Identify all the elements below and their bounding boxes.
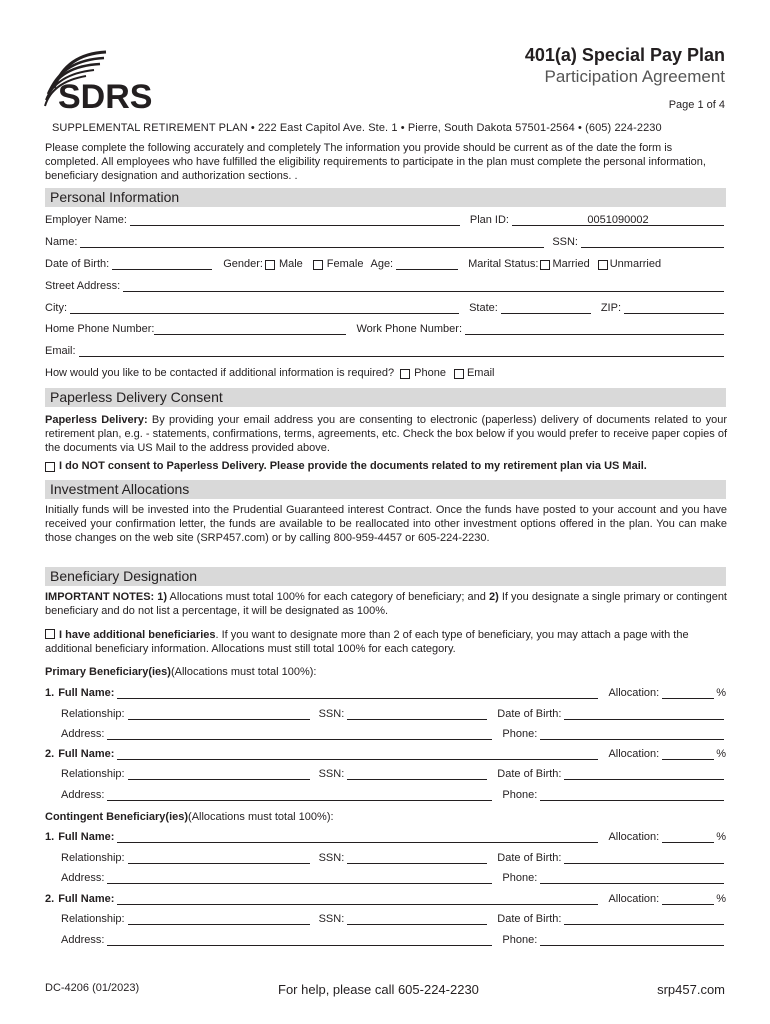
primary-2-name-row <box>45 746 726 762</box>
notes-part-a: Allocations must total 100% for each category of beneficiary; and <box>167 591 489 603</box>
contingent-1-full-name-field[interactable] <box>117 831 598 843</box>
primary-2-full-name-field[interactable] <box>117 748 598 760</box>
no-consent-label: I do NOT consent to Paperless Delivery. Please provide the documents related to my retirement plan via US Mail. <box>59 460 647 472</box>
page-number: Page 1 of 4 <box>668 99 725 111</box>
section-paperless-delivery: Paperless Delivery Consent <box>45 388 726 407</box>
primary-1-full-name-field[interactable] <box>117 687 598 699</box>
primary-2-allocation-label: Allocation: <box>608 748 660 760</box>
primary-1-address-field[interactable] <box>107 728 492 740</box>
contact-email-label: Email <box>466 367 495 379</box>
contingent-1-full-name-label: Full Name: <box>58 831 115 843</box>
street-address-label: Street Address: <box>45 280 121 292</box>
contingent-1-phone-label: Phone: <box>502 872 538 884</box>
primary-1-phone-label: Phone: <box>502 728 538 740</box>
contact-email-checkbox[interactable] <box>454 369 464 379</box>
age-label: Age: <box>370 258 394 270</box>
contingent-2-dob-field[interactable] <box>564 913 724 925</box>
form-code: DC-4206 (01/2023) <box>45 982 140 994</box>
paperless-body: By providing your email address you are consenting to electronic (paperless) delivery of documents related to your retirement plan, e.g. - statements, confirmations, terms, agreements, etc. Check the box below if you would prefer to receive paper copies of the documents via US Mail to the address provided above. <box>45 414 728 454</box>
row-city <box>45 300 726 316</box>
contingent-1-phone-field[interactable] <box>540 872 724 884</box>
contingent-2-allocation-field[interactable] <box>662 893 714 905</box>
contingent-2-ssn-field[interactable] <box>347 913 487 925</box>
logo-text: SDRS <box>58 78 153 112</box>
contingent-heading <box>45 809 726 825</box>
primary-1-name-row <box>45 685 726 701</box>
female-checkbox[interactable] <box>313 260 323 270</box>
row-street <box>45 278 726 294</box>
primary-2-ssn-label: SSN: <box>318 768 345 780</box>
male-label: Male <box>278 258 303 270</box>
dob-label: Date of Birth: <box>45 258 110 270</box>
street-address-field[interactable] <box>123 280 724 292</box>
primary-1-phone-field[interactable] <box>540 728 724 740</box>
contingent-2-name-row <box>45 891 726 907</box>
contingent-2-address-field[interactable] <box>107 934 492 946</box>
contact-phone-checkbox[interactable] <box>400 369 410 379</box>
name-field[interactable] <box>80 236 544 248</box>
contingent-title: Contingent Beneficiary(ies) <box>45 811 189 823</box>
primary-2-phone-field[interactable] <box>540 789 724 801</box>
contact-question: How would you like to be contacted if additional information is required? <box>45 367 395 379</box>
email-field[interactable] <box>79 345 724 357</box>
contingent-2-dob-label: Date of Birth: <box>497 913 562 925</box>
unmarried-label: Unmarried <box>609 258 662 270</box>
investment-text: Initially funds will be invested into the Prudential Guaranteed interest Contract. Once the funds have posted to your account and you have received your confirmation letter, the funds are available to be reallocated into other investment options offered in the plan. You can make those changes on the web site (SRP457.com) or by calling 800-959-4457 or 605-224-2230. <box>45 504 727 544</box>
contingent-2-address-label: Address: <box>61 934 105 946</box>
primary-2-allocation-field[interactable] <box>662 748 714 760</box>
contingent-2-relationship-field[interactable] <box>128 913 310 925</box>
employer-name-field[interactable] <box>130 214 460 226</box>
home-phone-label: Home Phone Number: <box>45 323 155 335</box>
gender-label: Gender: <box>223 258 263 270</box>
primary-2-full-name-label: Full Name: <box>58 748 115 760</box>
contingent-1-dob-field[interactable] <box>564 852 724 864</box>
primary-1-number: 1. <box>45 687 55 699</box>
form-title-block <box>525 45 725 87</box>
primary-1-full-name-label: Full Name: <box>58 687 115 699</box>
row-contact-preference <box>45 365 726 381</box>
dob-field[interactable] <box>112 258 212 270</box>
contingent-2-details-row <box>45 911 726 927</box>
notes-part-c: If you designate a single primary or contingent beneficiary and do not list a percentage, it will be designated as 100%. <box>45 591 727 617</box>
contingent-1-relationship-field[interactable] <box>128 852 310 864</box>
help-text: For help, please call 605-224-2230 <box>278 982 479 997</box>
married-checkbox[interactable] <box>540 260 550 270</box>
age-field[interactable] <box>396 258 458 270</box>
male-checkbox[interactable] <box>265 260 275 270</box>
primary-1-dob-label: Date of Birth: <box>497 708 562 720</box>
female-label: Female <box>326 258 364 270</box>
primary-2-address-row <box>45 787 726 803</box>
additional-beneficiaries-checkbox[interactable] <box>45 629 55 639</box>
additional-beneficiaries <box>45 628 727 656</box>
contingent-1-ssn-field[interactable] <box>347 852 487 864</box>
primary-2-number: 2. <box>45 748 55 760</box>
section-beneficiary-designation: Beneficiary Designation <box>45 567 726 586</box>
contingent-note: (Allocations must total 100%): <box>188 811 334 823</box>
contingent-1-percent: % <box>716 831 726 843</box>
unmarried-checkbox[interactable] <box>598 260 608 270</box>
contingent-2-allocation-label: Allocation: <box>608 893 660 905</box>
employer-label: Employer Name: <box>45 214 127 226</box>
important-notes <box>45 590 727 618</box>
paperless-lead: Paperless Delivery: <box>45 414 148 426</box>
name-label: Name: <box>45 236 78 248</box>
contingent-2-percent: % <box>716 893 726 905</box>
ssn-field[interactable] <box>581 236 724 248</box>
primary-1-ssn-field[interactable] <box>347 708 487 720</box>
contingent-2-phone-label: Phone: <box>502 934 538 946</box>
zip-label: ZIP: <box>600 302 621 314</box>
form-subtitle: Participation Agreement <box>544 67 725 86</box>
section-investment-allocations: Investment Allocations <box>45 480 726 499</box>
primary-2-relationship-label: Relationship: <box>61 768 125 780</box>
primary-2-address-field[interactable] <box>107 789 492 801</box>
marital-status-label: Marital Status: <box>468 258 539 270</box>
primary-2-dob-field[interactable] <box>564 768 724 780</box>
additional-lead: I have additional beneficiaries <box>59 629 216 641</box>
primary-1-address-row <box>45 726 726 742</box>
no-consent-checkbox[interactable] <box>45 462 55 472</box>
row-email <box>45 343 726 359</box>
primary-2-dob-label: Date of Birth: <box>497 768 562 780</box>
primary-note: (Allocations must total 100%): <box>170 666 317 678</box>
married-label: Married <box>552 258 590 270</box>
contingent-2-address-row <box>45 932 726 948</box>
primary-1-details-row <box>45 706 726 722</box>
city-label: City: <box>45 302 67 314</box>
row-employer <box>45 212 726 228</box>
intro-text: Please complete the following accurately and completely The information you provide should be current as of the date the form is completed. All employees who have fulfilled the eligibility requirements to participate in the plan must complete the personal information, beneficiary designation and authorization sections. . <box>45 142 706 182</box>
row-no-consent <box>45 458 726 474</box>
primary-1-percent: % <box>716 687 726 699</box>
primary-2-percent: % <box>716 748 726 760</box>
primary-1-relationship-label: Relationship: <box>61 708 125 720</box>
plan-id-field[interactable]: 0051090002 <box>512 214 724 226</box>
primary-2-relationship-field[interactable] <box>128 768 310 780</box>
form-title: 401(a) Special Pay Plan <box>524 45 725 65</box>
notes-num-2: 2) <box>488 591 499 603</box>
zip-field[interactable] <box>624 302 724 314</box>
primary-1-allocation-label: Allocation: <box>608 687 660 699</box>
primary-heading <box>45 664 726 680</box>
contingent-2-ssn-label: SSN: <box>318 913 345 925</box>
ssn-label: SSN: <box>552 236 578 248</box>
state-field[interactable] <box>501 302 591 314</box>
contingent-1-dob-label: Date of Birth: <box>497 852 562 864</box>
state-label: State: <box>469 302 498 314</box>
primary-title: Primary Beneficiary(ies) <box>45 666 171 678</box>
contingent-2-full-name-field[interactable] <box>117 893 598 905</box>
website: srp457.com <box>657 982 725 997</box>
primary-1-relationship-field[interactable] <box>128 708 310 720</box>
contingent-1-address-field[interactable] <box>107 872 492 884</box>
contingent-2-relationship-label: Relationship: <box>61 913 125 925</box>
primary-1-allocation-field[interactable] <box>662 687 714 699</box>
primary-1-address-label: Address: <box>61 728 105 740</box>
notes-lead: IMPORTANT NOTES: 1) <box>45 591 168 603</box>
contingent-2-number: 2. <box>45 893 55 905</box>
contingent-2-phone-field[interactable] <box>540 934 724 946</box>
primary-2-phone-label: Phone: <box>502 789 538 801</box>
contingent-1-relationship-label: Relationship: <box>61 852 125 864</box>
work-phone-field[interactable] <box>465 323 724 335</box>
contingent-1-address-label: Address: <box>61 872 105 884</box>
primary-1-dob-field[interactable] <box>564 708 724 720</box>
contact-phone-label: Phone <box>414 367 446 379</box>
email-label: Email: <box>45 345 76 357</box>
primary-2-details-row <box>45 766 726 782</box>
sdrs-logo <box>44 50 210 112</box>
primary-2-ssn-field[interactable] <box>347 768 487 780</box>
contingent-1-ssn-label: SSN: <box>318 852 345 864</box>
work-phone-label: Work Phone Number: <box>356 323 463 335</box>
additional-text: . If you want to designate more than 2 of each type of beneficiary, you may attach a page with the additional beneficiary information. Allocations must still total 100% for each category. <box>45 629 689 655</box>
primary-1-ssn-label: SSN: <box>318 708 345 720</box>
row-dob-gender <box>45 256 726 272</box>
paperless-text <box>45 413 727 455</box>
primary-2-address-label: Address: <box>61 789 105 801</box>
city-field[interactable] <box>70 302 459 314</box>
row-phones <box>45 321 726 337</box>
contingent-1-name-row <box>45 829 726 845</box>
contingent-1-allocation-label: Allocation: <box>608 831 660 843</box>
row-name <box>45 234 726 250</box>
plan-address: SUPPLEMENTAL RETIREMENT PLAN • 222 East Capitol Ave. Ste. 1 • Pierre, South Dakota 57501-2564 • (605) 224-2230 <box>52 122 662 134</box>
contingent-1-details-row <box>45 850 726 866</box>
home-phone-field[interactable] <box>154 323 346 335</box>
contingent-1-allocation-field[interactable] <box>662 831 714 843</box>
plan-id-label: Plan ID: <box>469 214 509 226</box>
contingent-2-full-name-label: Full Name: <box>58 893 115 905</box>
contingent-1-address-row <box>45 870 726 886</box>
section-personal-information: Personal Information <box>45 188 726 207</box>
contingent-1-number: 1. <box>45 831 55 843</box>
